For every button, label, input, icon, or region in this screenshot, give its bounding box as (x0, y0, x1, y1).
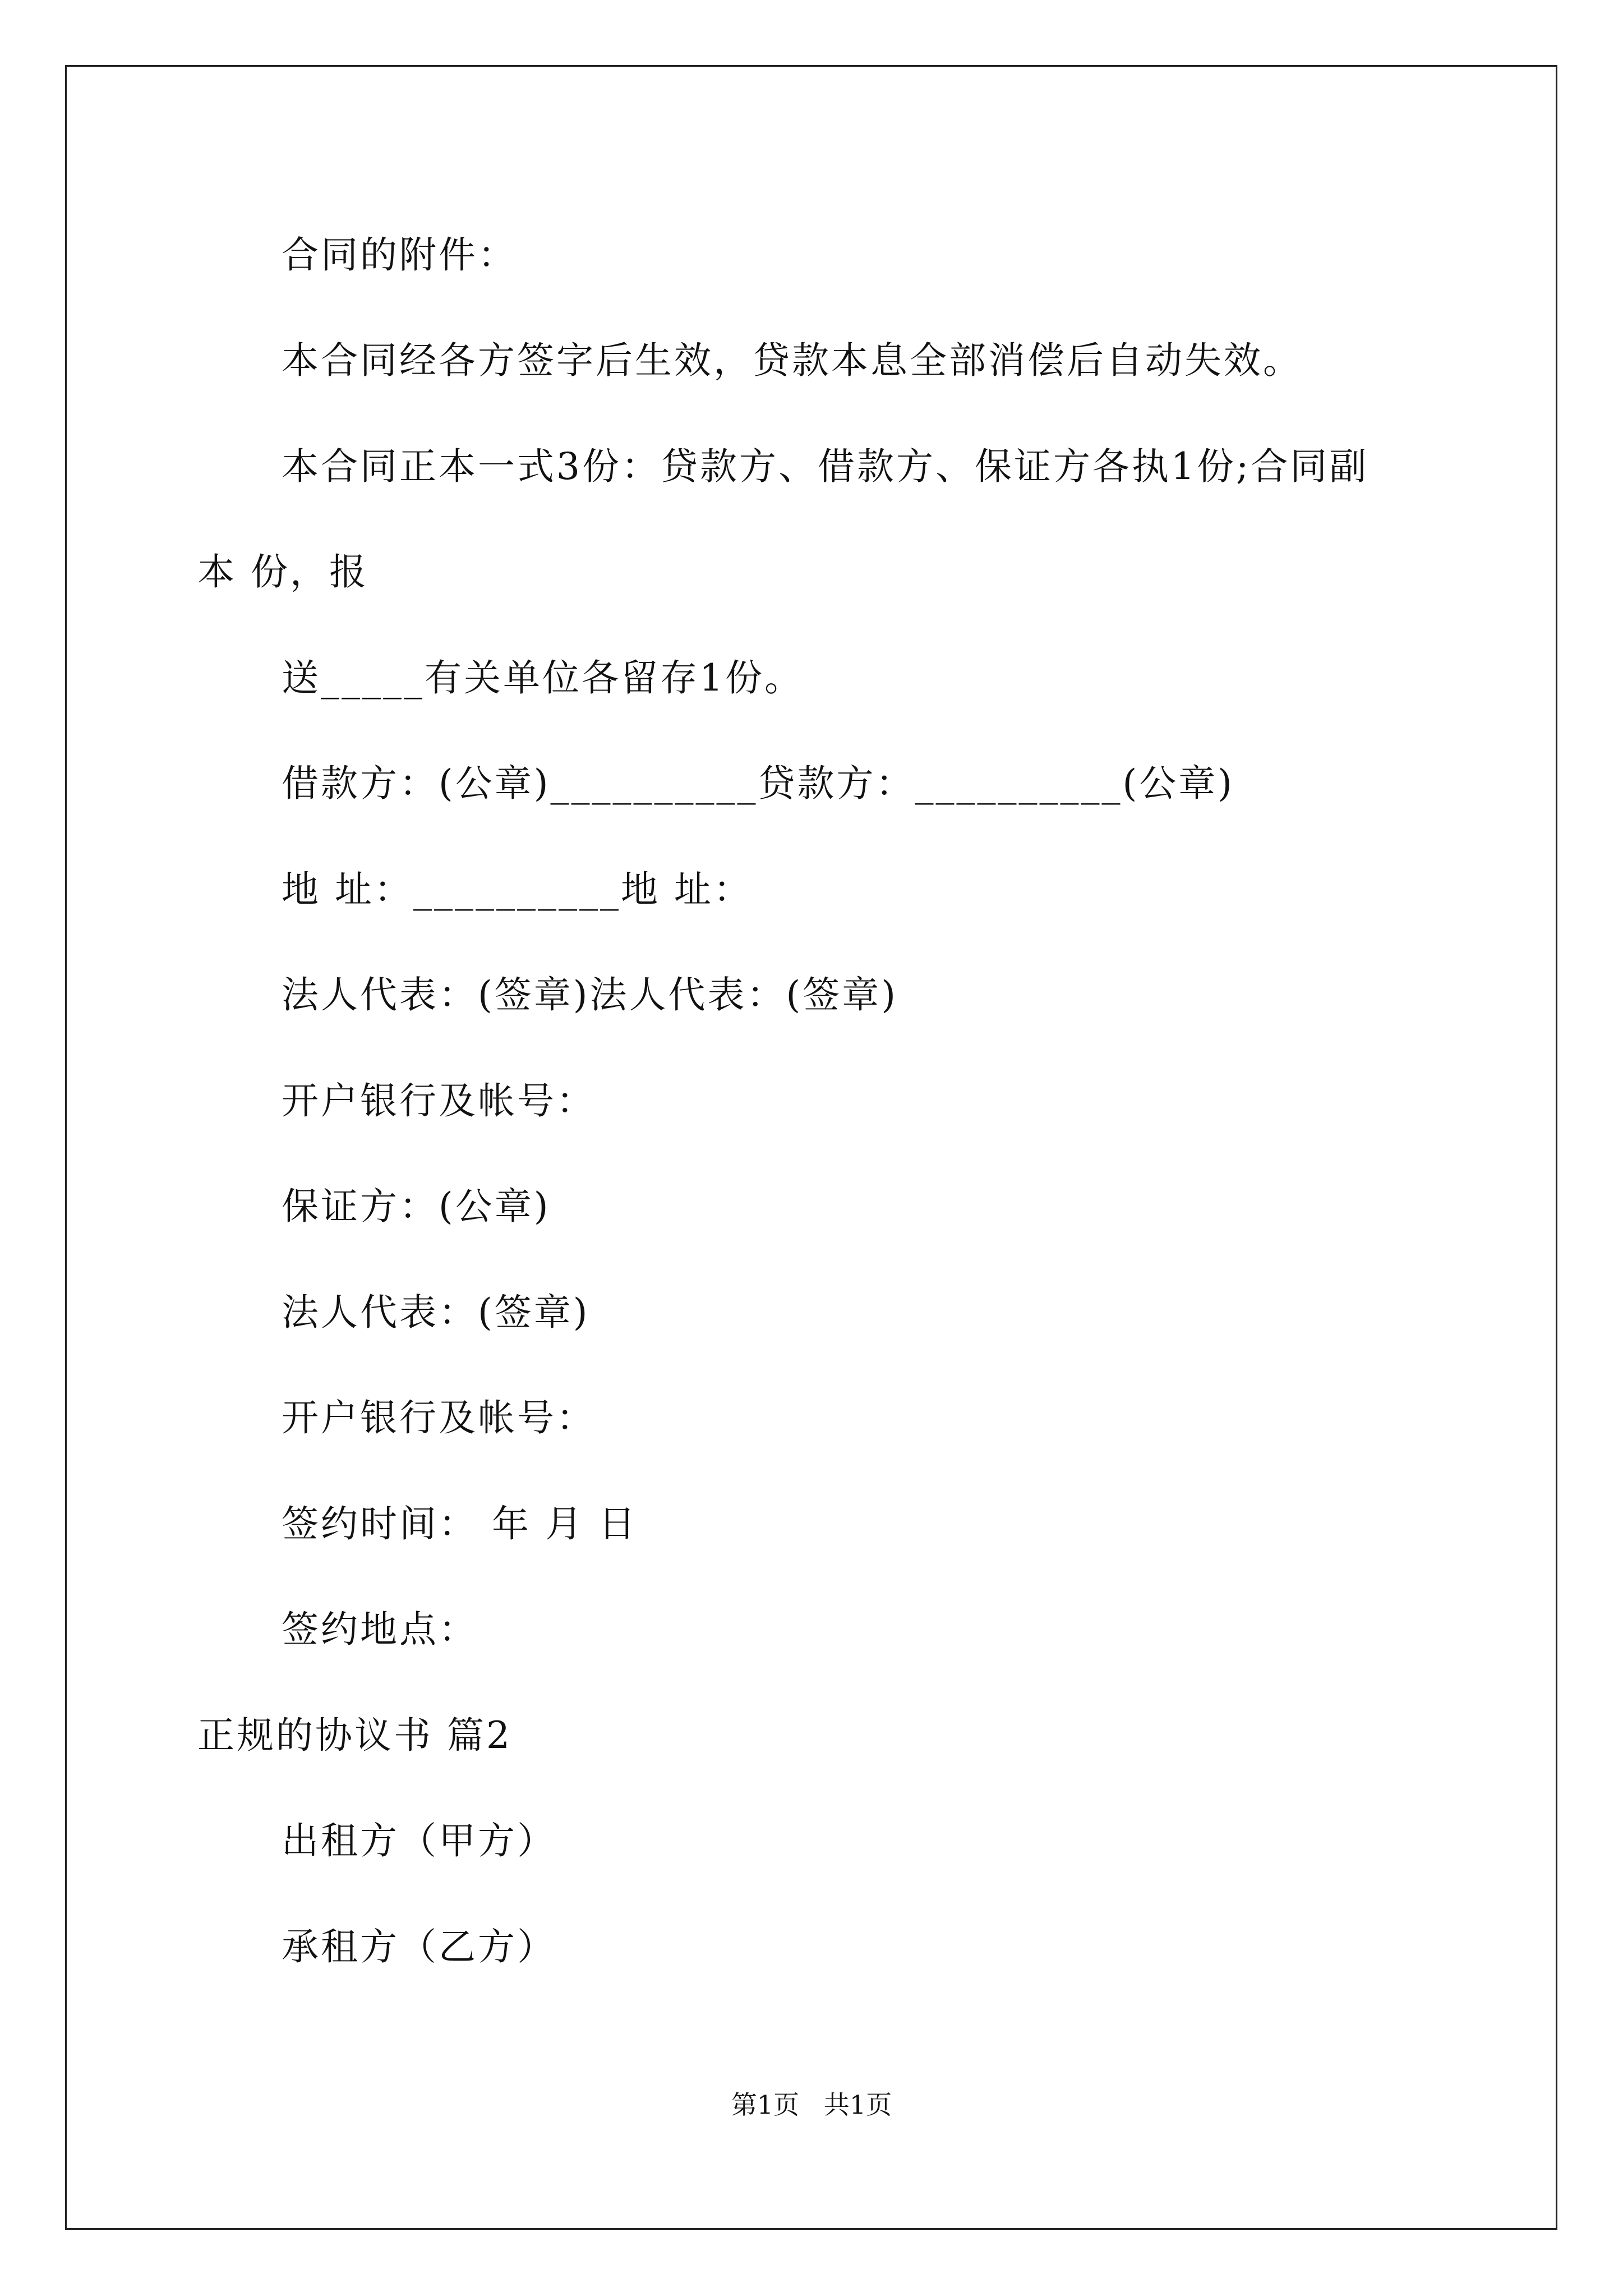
lessor-line: 出租方（甲方） (282, 1819, 556, 1862)
page-border (65, 65, 1557, 2230)
bank-account-line: 开户银行及帐号： (282, 1396, 596, 1439)
text-line: 合同的附件： (282, 233, 517, 277)
text-line: 送_____有关单位各留存1份。 (282, 656, 804, 700)
signing-place-line: 签约地点： (282, 1608, 478, 1651)
section-heading: 正规的协议书 篇2 (197, 1714, 512, 1757)
page-number-footer: 第1页 共1页 (731, 2090, 892, 2120)
legal-rep-line: 法人代表：(签章) (282, 1291, 590, 1334)
text-line: 本合同正本一式3份：贷款方、借款方、保证方各执1份;合同副 (282, 445, 1369, 488)
lessee-line: 承租方（乙方） (282, 1925, 556, 1968)
address-line: 地 址：__________地 址： (282, 868, 753, 911)
text-line: 本 份，报 (197, 550, 368, 593)
signature-line-borrower-lender: 借款方：(公章)__________贷款方：__________(公章) (282, 762, 1234, 805)
text-line: 本合同经各方签字后生效，贷款本息全部消偿后自动失效。 (282, 339, 1302, 382)
bank-account-line: 开户银行及帐号： (282, 1079, 596, 1122)
signing-date-line: 签约时间： 年 月 日 (282, 1502, 638, 1545)
legal-rep-line: 法人代表：(签章)法人代表：(签章) (282, 973, 898, 1016)
guarantor-line: 保证方：(公章) (282, 1185, 551, 1228)
